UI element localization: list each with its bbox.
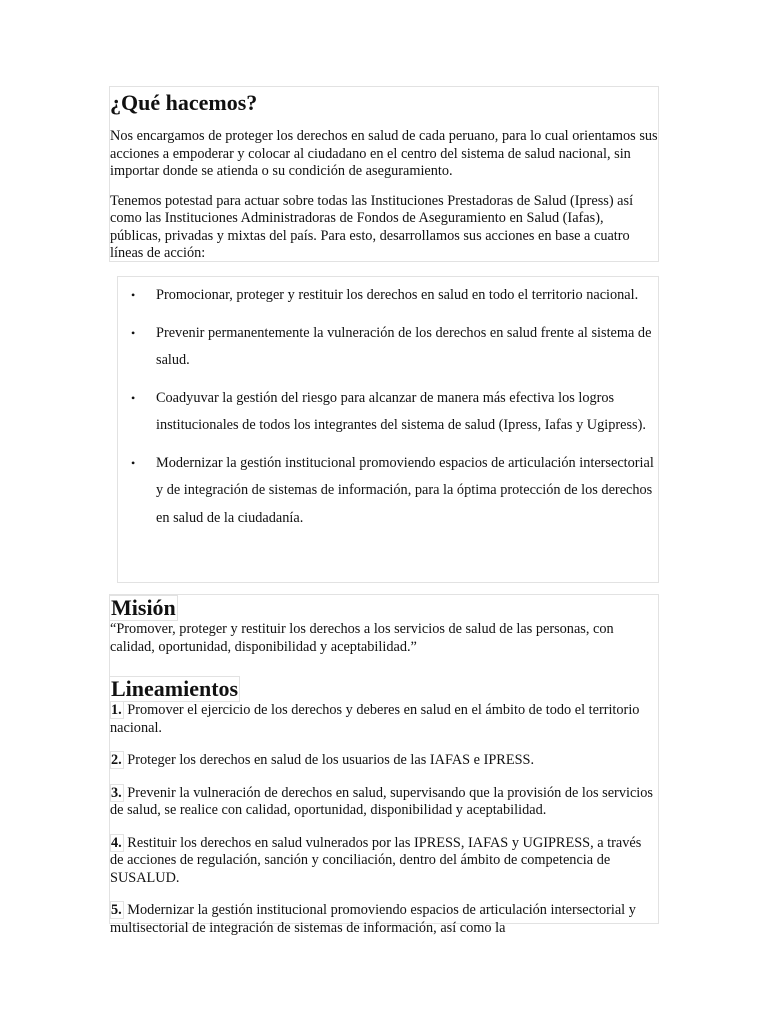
lineamiento-number: 2.: [111, 752, 122, 768]
lineamiento-number: 5.: [111, 902, 122, 918]
lineamiento-text: Prevenir la vulneración de derechos en salud, supervisando que la provisión de los servicios de salud, se realice con calidad, oportunidad, disponibilidad y aceptabilidad.: [110, 784, 653, 818]
lineamiento-number: 3.: [111, 784, 122, 801]
list-item: [118, 385, 658, 440]
lineas-accion-section: [117, 276, 659, 583]
que-hacemos-section: [109, 86, 659, 262]
lineamiento-item: [110, 702, 658, 737]
list-item: [118, 320, 658, 375]
list-item: [118, 450, 658, 533]
lineamiento-text: Promover el ejercicio de los derechos y deberes en salud en el ámbito de todo el territorio nacional.: [110, 702, 640, 736]
que-hacemos-paragraph-1: Nos encargamos de proteger los derechos en salud de cada peruano, para lo cual orientamos sus acciones a empoderar y colocar al ciudadano en el centro del sistema de salud nacional, sin importar donde se atienda o su condición de aseguramiento.: [110, 128, 658, 179]
list-item-text: Promocionar, proteger y restituir los derechos en salud en todo el territorio nacional.: [156, 287, 639, 303]
lineamiento-number: 4.: [111, 834, 122, 851]
mision-lineamientos-section: [109, 594, 659, 936]
bullet-icon: •: [131, 390, 136, 405]
mision-text: “Promover, proteger y restituir los derechos a los servicios de salud de las personas, con calidad, oportunidad, disponibilidad y aceptabilidad.”: [110, 621, 614, 655]
list-item-text: Prevenir permanentemente la vulneración de los derechos en salud frente al sistema de salud.: [156, 324, 652, 368]
lineamiento-number: 1.: [111, 702, 122, 718]
lineas-accion-list: [118, 282, 658, 532]
lineamiento-text: Modernizar la gestión institucional promoviendo espacios de articulación intersectorial y multisectorial de integración de sistemas de información, así como la: [110, 902, 636, 936]
lineamiento-item: [110, 785, 658, 820]
lineamientos-title: Lineamientos: [111, 676, 239, 701]
lineamiento-text: Restituir los derechos en salud vulnerados por las IPRESS, IAFAS y UGIPRESS, a través de acciones de regulación, sanción y conciliación, dentro del ámbito de competencia de SUSALUD.: [110, 834, 642, 886]
lineamiento-text: Proteger los derechos en salud de los usuarios de las IAFAS e IPRESS.: [123, 752, 535, 768]
list-item: [118, 282, 658, 310]
que-hacemos-title: ¿Qué hacemos?: [110, 90, 258, 115]
bullet-icon: •: [131, 325, 136, 340]
que-hacemos-paragraph-2: Tenemos potestad para actuar sobre todas las Instituciones Prestadoras de Salud (Ipress) así como las Instituciones Administradoras de Fondos de Aseguramiento en Salud (Iafas), públicas, privadas y mixtas del país. Para esto, desarrollamos sus acciones en base a cuatro líneas de acción:: [110, 192, 634, 261]
list-item-text: Coadyuvar la gestión del riesgo para alcanzar de manera más efectiva los logros institucionales de todos los integrantes del sistema de salud (Ipress, Iafas y Ugipress).: [156, 389, 646, 433]
lineamiento-item: [110, 902, 658, 937]
bullet-icon: •: [131, 288, 136, 302]
lineamiento-item: [110, 752, 658, 770]
bullet-icon: •: [131, 455, 136, 470]
mision-title: Misión: [111, 595, 176, 620]
list-item-text: Modernizar la gestión institucional promoviendo espacios de articulación intersectorial y de integración de sistemas de información, para la óptima protección de los derechos en salud de la ciudadanía.: [156, 454, 654, 526]
lineamiento-item: [110, 835, 658, 888]
